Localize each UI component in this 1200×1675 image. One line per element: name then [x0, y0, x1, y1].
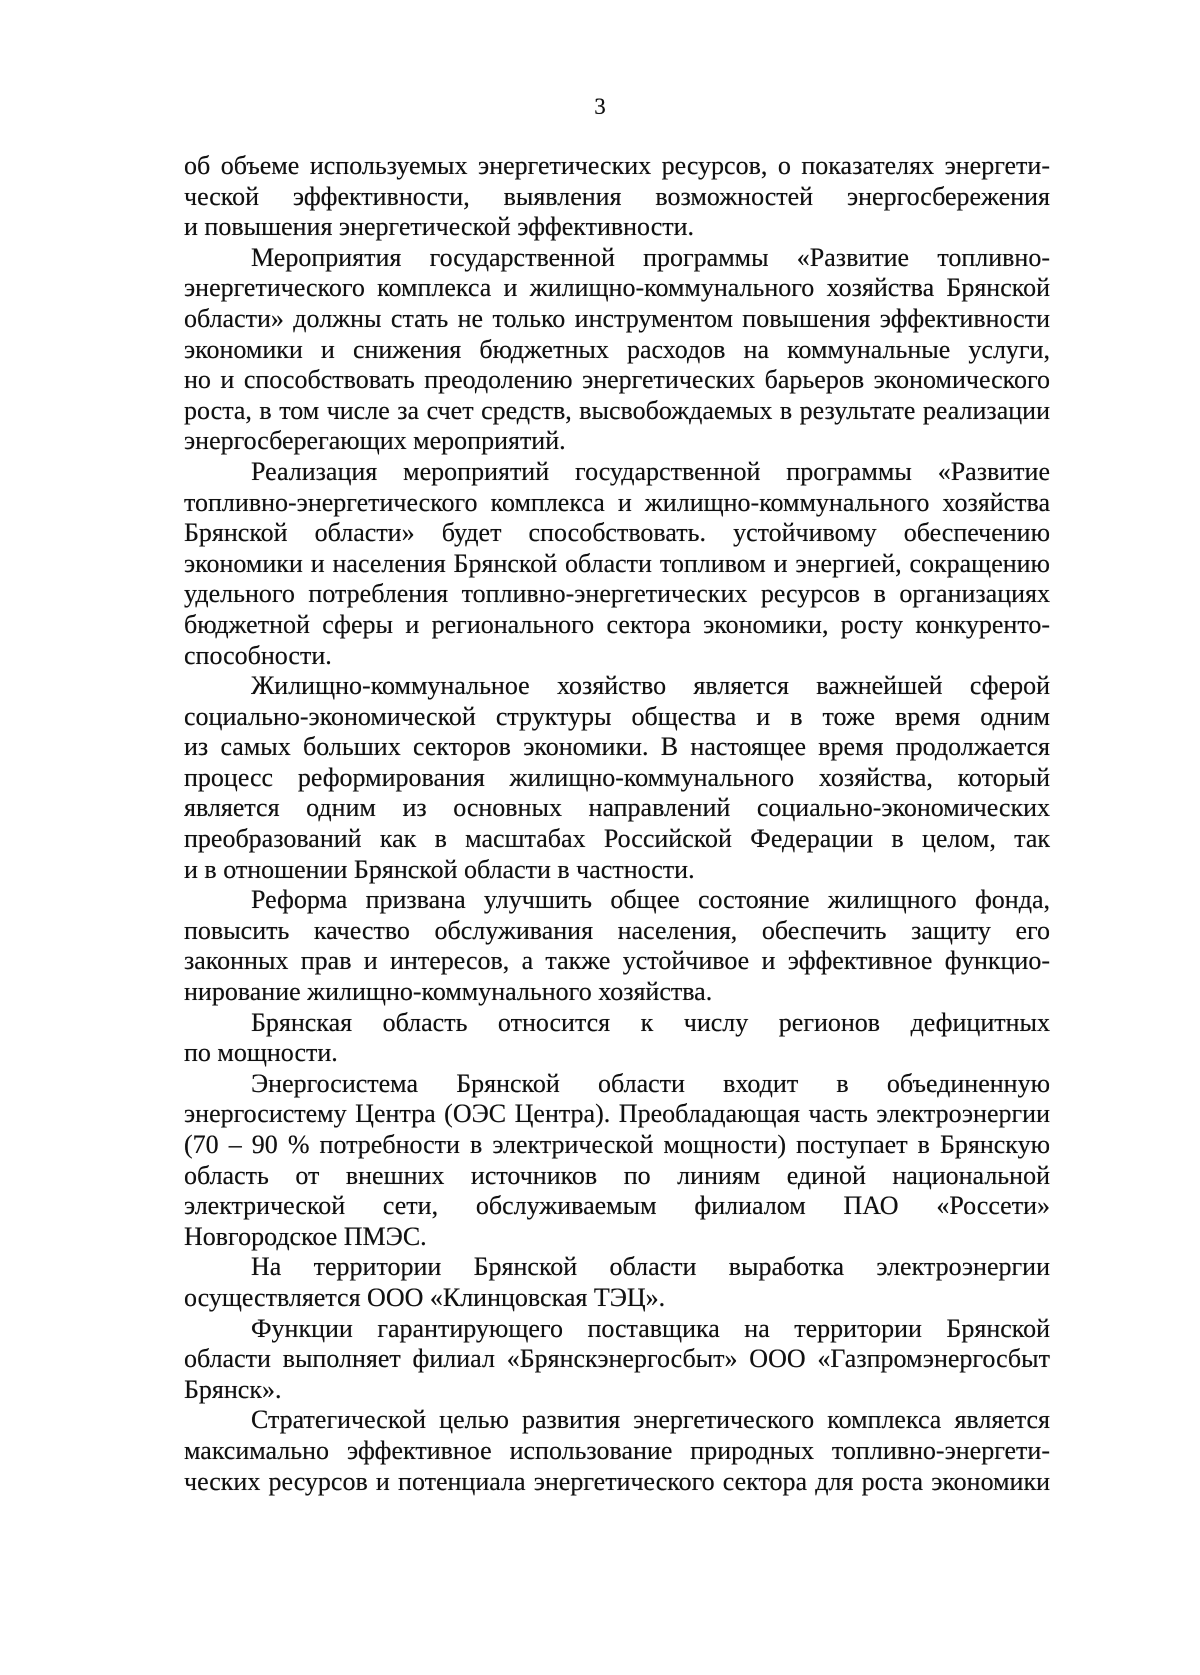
paragraph [184, 885, 1050, 1007]
paragraph [184, 671, 1050, 885]
paragraph-line: Реализация мероприятий государственной программы «Развитие [251, 456, 1050, 486]
paragraph-line: является одним из основных направлений социально-экономических [184, 793, 1050, 823]
paragraph-line: области» должны стать не только инструментом повышения эффективности [184, 303, 1050, 333]
paragraph-line: роста, в том числе за счет средств, высвобождаемых в результате реализации [184, 395, 1050, 425]
paragraph-line: энергосберегающих мероприятий. [184, 426, 566, 456]
paragraph-line: области выполняет филиал «Брянскэнергосбыт» ООО «Газпромэнергосбыт [184, 1344, 1050, 1374]
paragraph-line: энергосистему Центра (ОЭС Центра). Преобладающая часть электроэнергии [184, 1099, 1050, 1129]
paragraph-line: ческой эффективности, выявления возможностей энергосбережения [184, 181, 1050, 211]
paragraph-line: удельного потребления топливно-энергетических ресурсов в организациях [184, 579, 1050, 609]
paragraph [184, 243, 1050, 457]
paragraph-line: Брянская область относится к числу регионов дефицитных [251, 1007, 1050, 1037]
page-number: 3 [594, 94, 606, 119]
paragraph-line: максимально эффективное использование природных топливно-энергети- [184, 1435, 1050, 1465]
paragraph [184, 1069, 1050, 1253]
paragraph-line: экономики и населения Брянской области топливом и энергией, сокращению [184, 548, 1050, 578]
paragraph [184, 1314, 1050, 1406]
paragraph-line: и повышения энергетической эффективности. [184, 212, 695, 242]
paragraph-line: способности. [184, 640, 332, 670]
paragraph-line: преобразований как в масштабах Российской Федерации в целом, так [184, 824, 1050, 854]
paragraph-line: Энергосистема Брянской области входит в объединенную [251, 1068, 1050, 1098]
paragraph-line: ческих ресурсов и потенциала энергетического сектора для роста экономики [184, 1466, 1050, 1496]
paragraph-line: Брянской области» будет способствовать. устойчивому обеспечению [184, 518, 1050, 548]
paragraph [184, 1008, 1050, 1069]
paragraph-line: нирование жилищно-коммунального хозяйства. [184, 977, 713, 1007]
paragraph-line: Функции гарантирующего поставщика на территории Брянской [251, 1313, 1050, 1343]
paragraph-line: по мощности. [184, 1038, 338, 1068]
paragraph-line: из самых больших секторов экономики. В настоящее время продолжается [184, 732, 1050, 762]
paragraph [184, 1252, 1050, 1313]
paragraph-line: Стратегической целью развития энергетического комплекса является [251, 1405, 1050, 1435]
paragraph-line: электрической сети, обслуживаемым филиалом ПАО «Россети» [184, 1191, 1050, 1221]
paragraph-line: Брянск». [184, 1374, 282, 1404]
paragraph-line: об объеме используемых энергетических ресурсов, о показателях энергети- [184, 151, 1050, 180]
paragraph-line: На территории Брянской области выработка электроэнергии [251, 1252, 1050, 1282]
paragraph-line: бюджетной сферы и регионального сектора экономики, росту конкуренто- [184, 609, 1050, 639]
paragraph [184, 1405, 1050, 1497]
paragraph-line: Мероприятия государственной программы «Развитие топливно- [251, 242, 1050, 272]
document-body [184, 151, 1050, 1497]
paragraph-line: Новгородское ПМЭС. [184, 1221, 427, 1251]
paragraph-line: и в отношении Брянской области в частности. [184, 854, 695, 884]
paragraph-line: повысить качество обслуживания населения, обеспечить защиту его [184, 915, 1050, 945]
paragraph-line: (70 – 90 % потребности в электрической мощности) поступает в Брянскую [184, 1130, 1050, 1159]
paragraph-line: область от внешних источников по линиям единой национальной [184, 1160, 1050, 1190]
paragraph-line: топливно-энергетического комплекса и жилищно-коммунального хозяйства [184, 487, 1050, 517]
paragraph-line: экономики и снижения бюджетных расходов на коммунальные услуги, [184, 334, 1050, 364]
paragraph-line: законных прав и интересов, а также устойчивое и эффективное функцио- [184, 946, 1050, 976]
paragraph-line: энергетического комплекса и жилищно-коммунального хозяйства Брянской [184, 273, 1050, 303]
paragraph-line: осуществляется ООО «Клинцовская ТЭЦ». [184, 1282, 666, 1312]
paragraph-line: но и способствовать преодолению энергетических барьеров экономического [184, 365, 1050, 395]
paragraph [184, 457, 1050, 671]
paragraph-line: Жилищно-коммунальное хозяйство является важнейшей сферой [251, 671, 1050, 701]
paragraph-line: процесс реформирования жилищно-коммунального хозяйства, который [184, 762, 1050, 792]
paragraph-line: Реформа призвана улучшить общее состояние жилищного фонда, [251, 885, 1050, 915]
paragraph [184, 151, 1050, 243]
paragraph-line: социально-экономической структуры общества и в тоже время одним [184, 701, 1050, 731]
